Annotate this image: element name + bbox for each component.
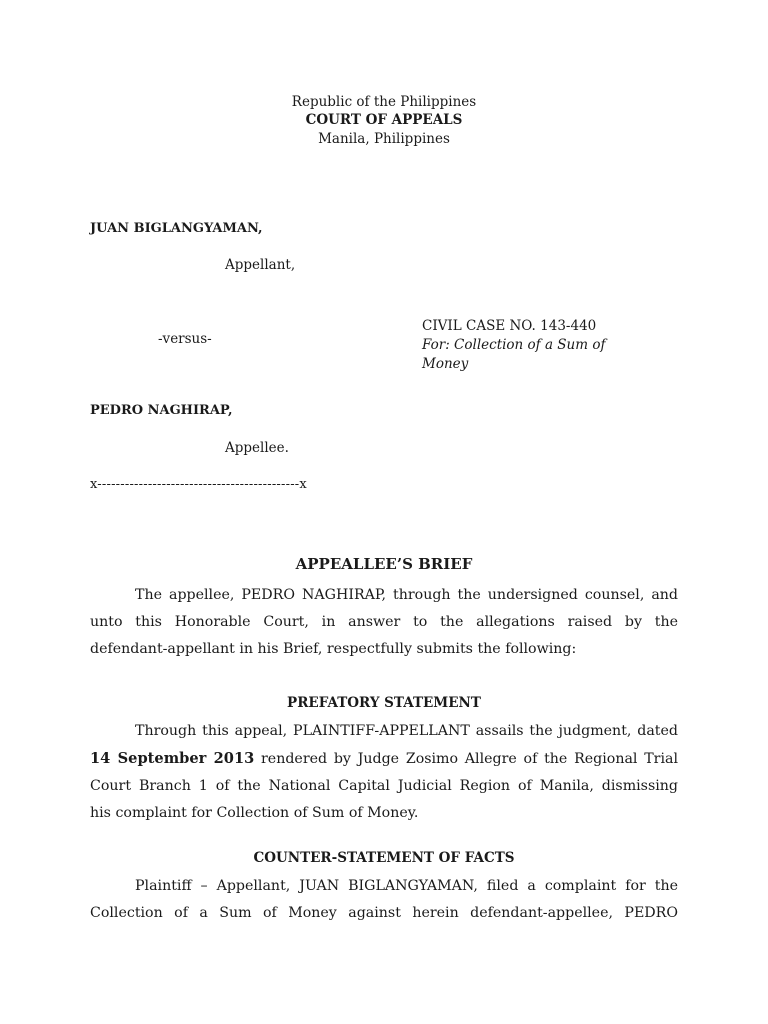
- caption-separator: x--------------------------------------------x: [90, 477, 307, 492]
- case-nature-line1: [422, 336, 605, 355]
- judgment-date: 14 September 2013: [90, 750, 255, 767]
- prefatory-line-2: [90, 745, 678, 773]
- court-location: Manila, Philippines: [318, 131, 450, 147]
- prefatory-heading: PREFATORY STATEMENT: [287, 695, 481, 711]
- prefatory-line-4: his complaint for Collection of Sum of Money.: [90, 805, 419, 821]
- intro-line-3: defendant-appellant in his Brief, respectfully submits the following:: [90, 641, 577, 657]
- prefatory-line-3: Court Branch 1 of the National Capital Judicial Region of Manila, dismissing: [90, 778, 678, 794]
- prefatory-paragraph: [90, 718, 678, 827]
- counter-line-2: Collection of a Sum of Money against herein defendant-appellee, PEDRO: [90, 905, 678, 921]
- republic-line: Republic of the Philippines: [291, 94, 477, 110]
- case-number: CIVIL CASE NO. 143-440: [422, 318, 597, 334]
- case-nature-text-1: For: Collection of a Sum of: [422, 337, 606, 353]
- prefatory-line-2-text: rendered by Judge Zosimo Allegre of the Regional Trial: [254, 751, 678, 767]
- versus-label: -versus-: [158, 331, 212, 347]
- appellant-role: Appellant,: [225, 257, 296, 273]
- intro-line-1-text: The appellee, PEDRO NAGHIRAP, through the undersigned counsel, and: [135, 587, 678, 603]
- appellee-name: PEDRO NAGHIRAP,: [90, 403, 233, 418]
- case-nature-text-2: Money: [422, 356, 469, 372]
- intro-paragraph: [90, 582, 678, 663]
- intro-line-2: unto this Honorable Court, in answer to the allegations raised by the: [90, 614, 678, 630]
- counter-statement-heading: COUNTER-STATEMENT OF FACTS: [253, 850, 515, 866]
- counter-line-1-text: Plaintiff – Appellant, JUAN BIGLANGYAMAN, filed a complaint for the: [135, 878, 678, 894]
- appellant-name: JUAN BIGLANGYAMAN,: [90, 221, 263, 236]
- counter-statement-paragraph: [90, 873, 678, 927]
- case-nature-line2: [422, 355, 468, 374]
- document-title: APPEALLEE’S BRIEF: [295, 555, 473, 573]
- counter-line-1: [90, 873, 678, 900]
- prefatory-line-1: [90, 718, 678, 745]
- prefatory-line-1-text: Through this appeal, PLAINTIFF-APPELLANT assails the judgment, dated: [135, 723, 678, 739]
- intro-line-1: [90, 582, 678, 609]
- court-name: COURT OF APPEALS: [305, 112, 463, 128]
- appellee-role: Appellee.: [225, 440, 289, 456]
